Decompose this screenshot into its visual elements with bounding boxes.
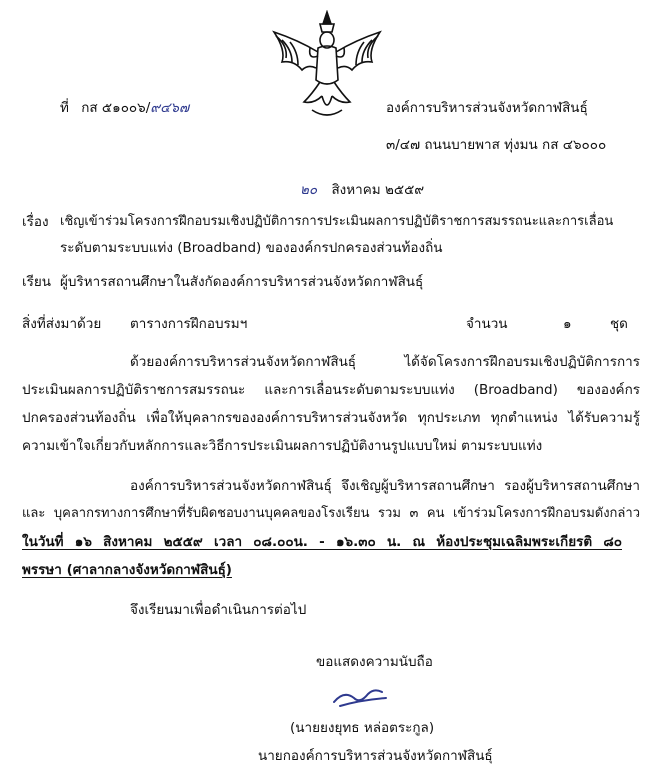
enclosure-label: สิ่งที่ส่งมาด้วย [22, 316, 102, 332]
paragraph-1-line-1: ด้วยองค์การบริหารส่วนจังหวัดกาฬสินธุ์ ได้จัดโครงการฝึกอบรมเชิงปฏิบัติการการ [130, 354, 640, 370]
closing-text: จึงเรียนมาเพื่อดำเนินการต่อไป [130, 602, 307, 618]
regards-text: ขอแสดงความนับถือ [316, 654, 433, 670]
recipient-label: เรียน [22, 274, 52, 290]
organization-name: องค์การบริหารส่วนจังหวัดกาฬสินธุ์ [386, 100, 588, 116]
enclosure-unit: ชุด [610, 316, 628, 332]
subject-line-2: ระดับตามระบบแท่ง (Broadband) ขององค์กรปกครองส่วนท้องถิ่น [60, 240, 443, 256]
paragraph-2-line-1: องค์การบริหารส่วนจังหวัดกาฬสินธุ์ จึงเชิญผู้บริหารสถานศึกษา รองผู้บริหารสถานศึกษา [130, 478, 640, 494]
enclosure-quantity: ๑ [563, 316, 572, 332]
date-month-year: สิงหาคม ๒๕๕๙ [331, 182, 425, 198]
enclosure-item: ตารางการฝึกอบรมฯ [130, 316, 248, 332]
date-day: ๒๐ [300, 182, 318, 198]
paragraph-2-line-4-venue: พรรษา (ศาลากลางจังหวัดกาฬสินธุ์) [22, 562, 232, 578]
signer-name: (นายยงยุทธ หล่อตระกูล) [290, 720, 435, 736]
paragraph-1-line-2: ประเมินผลการปฏิบัติราชการสมรรถนะ และการเลื่อนระดับตามระบบแท่ง (Broadband) ขององค์กร [22, 382, 640, 398]
reference-number: กส ๕๑๐๐๖/ [81, 100, 151, 116]
subject-label: เรื่อง [22, 214, 49, 230]
reference-label: ที่ [60, 100, 69, 116]
subject-line-1: เชิญเข้าร่วมโครงการฝึกอบรมเชิงปฏิบัติการการประเมินผลการปฏิบัติราชการสมรรถนะและการเลื่อน [60, 214, 614, 229]
reference-handwritten-number: ๙๔๖๗ [150, 100, 190, 116]
paragraph-2-line-2: และ บุคลากรทางการศึกษาที่รับผิดชอบงานบุคคลของโรงเรียน รวม ๓ คน เข้าร่วมโครงการฝึกอบรมดังกล่าว [22, 506, 640, 521]
signer-position: นายกองค์การบริหารส่วนจังหวัดกาฬสินธุ์ [258, 748, 493, 764]
garuda-emblem-icon [268, 10, 386, 122]
reference-line [60, 96, 189, 118]
paragraph-2-line-3-date-venue: ในวันที่ ๑๖ สิงหาคม ๒๕๕๙ เวลา ๐๘.๐๐น. - ๑๖.๓๐ น. ณ ห้องประชุมเฉลิมพระเกียรติ ๘๐ [22, 534, 622, 550]
letter-date [300, 178, 424, 200]
paragraph-1-line-3: ปกครองส่วนท้องถิ่น เพื่อให้บุคลากรขององค์การบริหารส่วนจังหวัด ทุกประเภท ทุกตำแหน่ง ได้รับความรู้ [22, 410, 640, 426]
paragraph-1-line-4: ความเข้าใจเกี่ยวกับหลักการและวิธีการประเมินผลการปฏิบัติงานรูปแบบใหม่ ตามระบบแท่ง [22, 438, 543, 454]
enclosure-quantity-label: จำนวน [466, 316, 508, 332]
handwritten-signature [330, 684, 390, 710]
recipient-text: ผู้บริหารสถานศึกษาในสังกัดองค์การบริหารส่วนจังหวัดกาฬสินธุ์ [60, 274, 424, 290]
organization-address: ๓/๔๗ ถนนบายพาส ทุ่งมน กส ๔๖๐๐๐ [386, 137, 607, 153]
